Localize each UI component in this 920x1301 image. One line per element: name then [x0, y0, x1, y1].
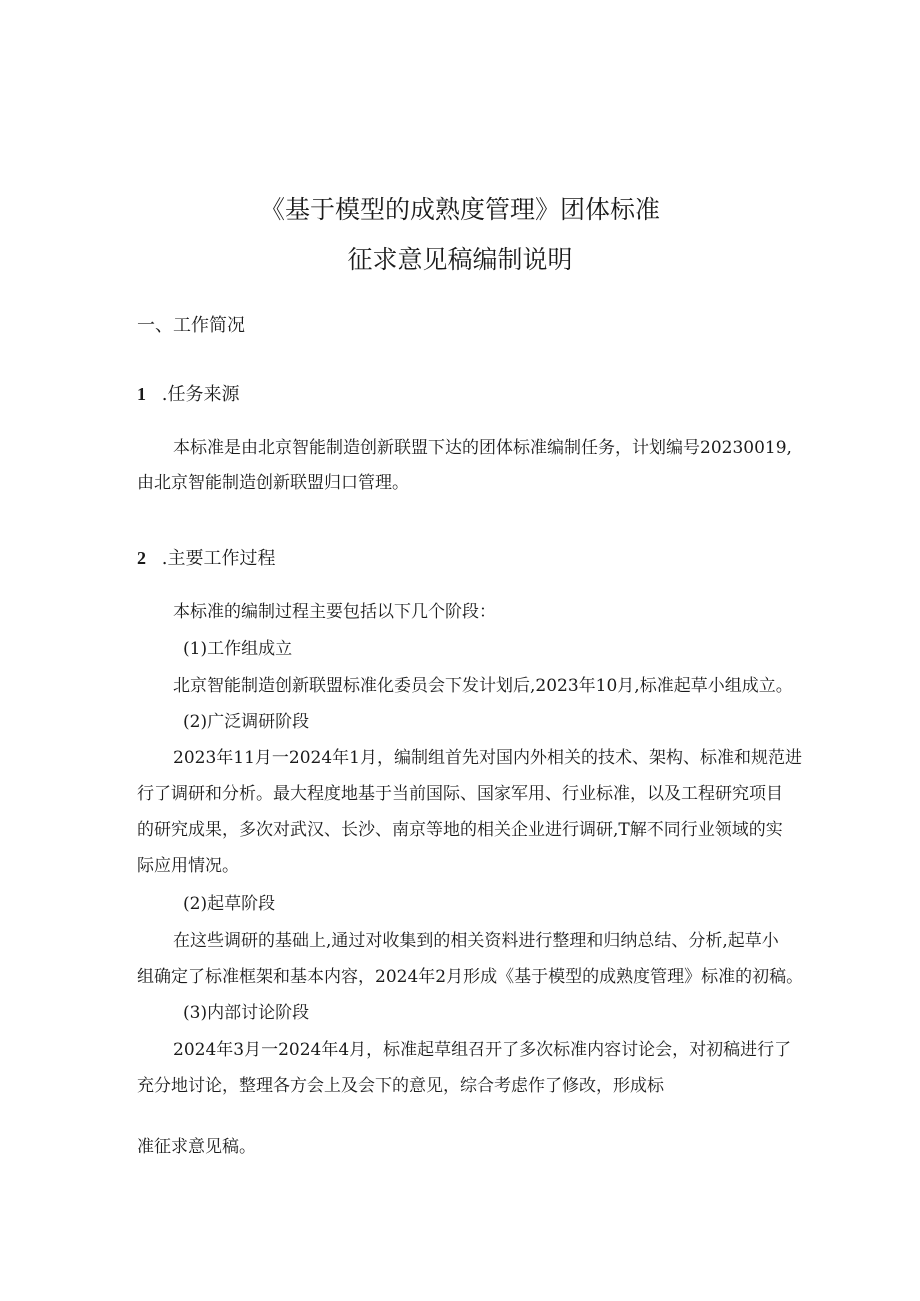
stage-2-line3: 的研究成果，多次对武汉、长沙、南京等地的相关企业进行调研,T解不同行业领域的实 [137, 820, 783, 840]
stage-1-heading: (1)工作组成立 [183, 639, 293, 659]
document-title-line1: 《基于模型的成熟度管理》团体标准 [259, 195, 660, 224]
subsection-2-heading [137, 548, 275, 569]
stage-3-heading: (2)起草阶段 [183, 894, 276, 914]
subsection-1-number: 1 [137, 384, 146, 404]
section-1-heading: 一、工作简况 [137, 315, 245, 336]
subsection-1-paragraph-line1: 本标准是由北京智能制造创新联盟下达的团体标准编制任务，计划编号20230019, [173, 438, 792, 458]
stage-2-line1: 2023年11月一2024年1月，编制组首先对国内外相关的技术、架构、标准和规范进 [173, 748, 802, 768]
stage-3-line1: 在这些调研的基础上,通过对收集到的相关资料进行整理和归纳总结、分析,起草小 [173, 931, 779, 951]
subsection-2-intro: 本标准的编制过程主要包括以下几个阶段： [173, 602, 496, 622]
stage-1-text: 北京智能制造创新联盟标准化委员会下发计划后,2023年10月,标准起草小组成立。 [173, 676, 793, 696]
stage-2-heading: (2)广泛调研阶段 [183, 712, 310, 732]
subsection-1-heading [137, 384, 239, 405]
stage-2-line2: 行了调研和分析。最大程度地基于当前国际、国家军用、行业标准，以及工程研究项目 [137, 784, 783, 804]
subsection-2-title: .主要工作过程 [161, 548, 276, 569]
stage-4-line1: 2024年3月一2024年4月，标准起草组召开了多次标准内容讨论会，对初稿进行了 [173, 1040, 792, 1060]
stage-3-line2: 组确定了标准框架和基本内容，2024年2月形成《基于模型的成熟度管理》标准的初稿。 [137, 967, 804, 987]
stage-4-heading: (3)内部讨论阶段 [183, 1003, 310, 1023]
stage-2-line4: 际应用情况。 [137, 856, 239, 876]
stage-4-line3: 准征求意见稿。 [137, 1137, 256, 1157]
subsection-1-title: .任务来源 [161, 384, 240, 405]
subsection-2-number: 2 [137, 548, 146, 568]
stage-4-line2: 充分地讨论，整理各方会上及会下的意见，综合考虑作了修改，形成标 [137, 1076, 664, 1096]
document-title-line2: 征求意见稿编制说明 [347, 245, 573, 274]
subsection-1-paragraph-line2: 由北京智能制造创新联盟归口管理。 [137, 473, 409, 493]
